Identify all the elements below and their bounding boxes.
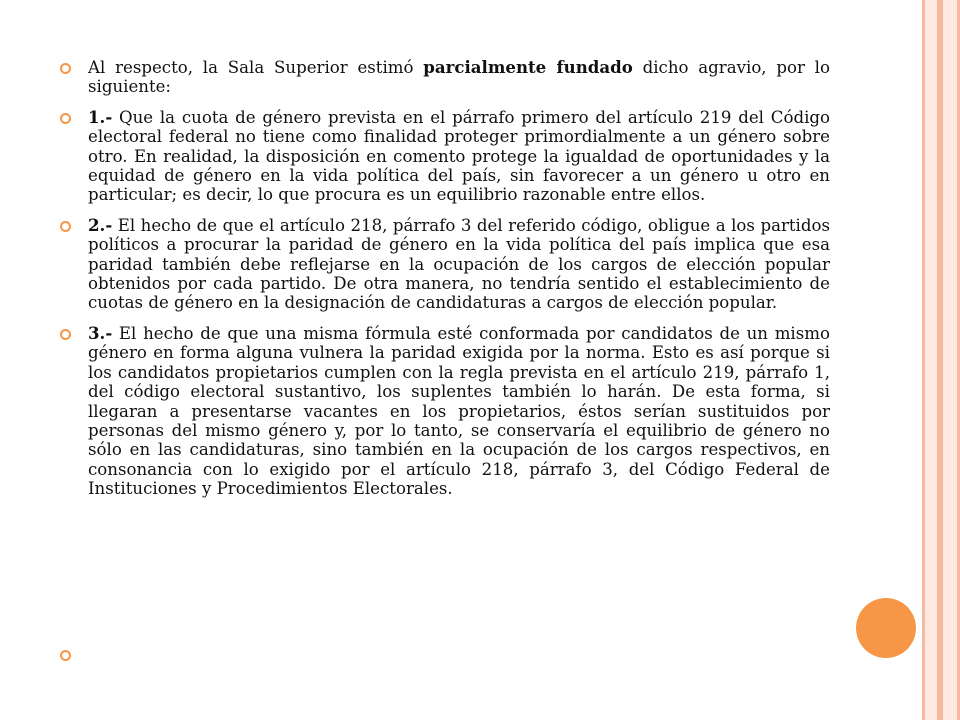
point-text: El hecho de que una misma fórmula esté conformada por candidatos de un mismo género en forma alguna vulnera la paridad exigida por la norma. Esto es así porque si los candidatos propietarios cumplen con la regla prevista en el artículo 219, párrafo 1, del código electoral sustantivo, los suplentes también lo harán. De esta forma, si llegaran a presentarse vacantes en los propietarios, éstos serían sustituidos por personas del mismo género y, por lo tanto, se conservaría el equilibrio de género no sólo en las candidaturas, sino también en la ocupación de los cargos respectivos, en consonancia con lo exigido por el artículo 218, párrafo 3, del Código Federal de Instituciones y Procedimientos Electorales. <box>88 323 830 499</box>
decorative-circle <box>856 598 916 658</box>
intro-rest: dicho agravio, por lo siguiente: <box>88 58 830 97</box>
bullet-icon <box>60 113 71 124</box>
intro-lead: Al respecto, la Sala Superior estimó <box>88 58 424 77</box>
bullet-icon <box>60 63 71 74</box>
point-number: 3.- <box>88 322 113 343</box>
point-number: 1.- <box>88 106 113 127</box>
intro-bold: parcialmente fundado <box>423 57 633 77</box>
border-frame-outer <box>940 0 960 720</box>
bullet-icon <box>60 221 71 232</box>
point-number: 2.- <box>88 214 113 235</box>
point-text: Que la cuota de género prevista en el párrafo primero del artículo 219 del Código electoral federal no tiene como finalidad proteger primordialmente a un género sobre otro. En realidad, la disposición en comento protege la igualdad de oportunidades y la equidad de género en la vida política del país, sin favorecer a un género u otro en particular; es decir, lo que procura es un equilibrio razonable entre ellos. <box>88 107 830 205</box>
border-frame-inner <box>922 0 940 720</box>
empty-bullet-icon <box>60 650 71 661</box>
slide-body <box>60 58 830 510</box>
paragraph-point-1 <box>60 108 830 205</box>
point-text: El hecho de que el artículo 218, párrafo 3 del referido código, obligue a los partidos políticos a procurar la paridad de género en la vida política del país implica que esa paridad también debe reflejarse en la ocupación de los cargos de elección popular obtenidos por cada partido. De otra manera, no tendría sentido el establecimiento de cuotas de género en la designación de candidaturas a cargos de elección popular. <box>88 215 830 313</box>
paragraph-point-3 <box>60 324 830 499</box>
paragraph-point-2 <box>60 216 830 313</box>
bullet-icon <box>60 329 71 340</box>
paragraph-intro <box>60 58 830 97</box>
